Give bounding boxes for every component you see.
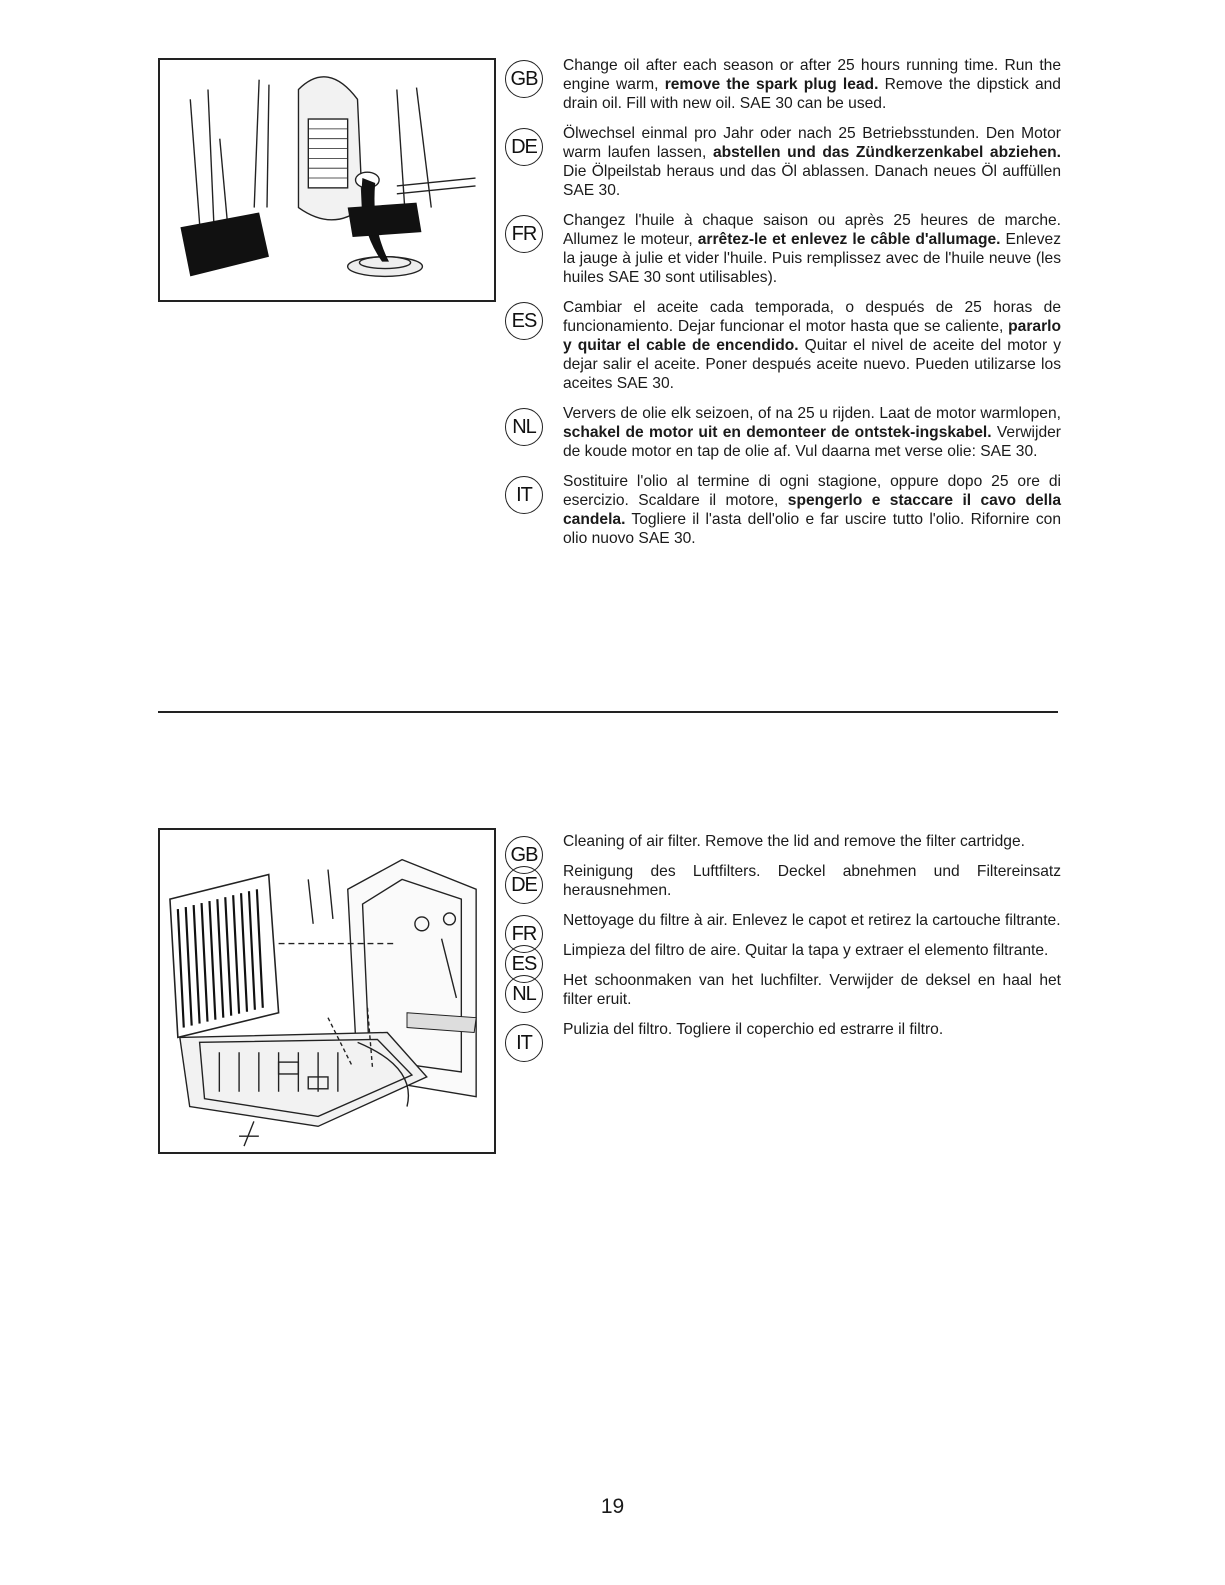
instruction-segment: Changez l'huile à chaque saison ou après 25 heures de marche. Allumez le moteur, xyxy=(563,212,1061,248)
language-badge: NL xyxy=(505,975,543,1013)
instruction-segment: Die Ölpeilstab heraus und das Öl ablassen. Danach neues Öl auffüllen SAE 30. xyxy=(563,163,1061,199)
instruction-segment: Quitar el nivel de aceite del motor y dejar salir el aceite. Poner después aceite nuevo. Pueden utilizarse los aceites SAE 30. xyxy=(563,337,1061,392)
instruction-emphasis: spengerlo e staccare il cavo della candela. xyxy=(563,492,1061,528)
page-number: 19 xyxy=(600,1495,625,1518)
instruction-text xyxy=(563,911,1061,930)
instruction-entry xyxy=(505,211,1061,287)
instruction-segment: Nettoyage du filtre à air. Enlevez le capot et retirez la cartouche filtrante. xyxy=(563,912,1061,929)
instruction-segment: Change oil after each season or after 25 hours running time. Run the engine warm, xyxy=(563,57,1061,93)
instruction-text xyxy=(563,298,1061,393)
instruction-text xyxy=(563,1020,1061,1039)
instruction-emphasis: schakel de motor uit en demonteer de ontstek-ingskabel. xyxy=(563,424,992,441)
language-badge: FR xyxy=(505,215,543,253)
instruction-entry xyxy=(505,832,1061,866)
instruction-segment: Ölwechsel einmal pro Jahr oder nach 25 Betriebsstunden. Den Motor warm laufen lassen, xyxy=(563,125,1061,161)
air-filter-instructions xyxy=(505,832,1061,1054)
instruction-segment: Reinigung des Luftfilters. Deckel abnehmen und Filtereinsatz herausnehmen. xyxy=(563,863,1061,899)
instruction-entry xyxy=(505,862,1061,900)
language-badge: ES xyxy=(505,302,543,340)
instruction-segment: Cleaning of air filter. Remove the lid and remove the filter cartridge. xyxy=(563,833,1025,850)
instruction-text xyxy=(563,862,1061,900)
instruction-text xyxy=(563,211,1061,287)
language-badge: IT xyxy=(505,1024,543,1062)
instruction-segment: Pulizia del filtro. Togliere il coperchio ed estrarre il filtro. xyxy=(563,1021,944,1038)
instruction-entry xyxy=(505,472,1061,548)
instruction-entry xyxy=(505,56,1061,113)
instruction-entry xyxy=(505,941,1061,975)
instruction-text xyxy=(563,971,1061,1009)
instruction-segment: Verwijder de koude motor en tap de olie af. Vul daarna met verse olie: SAE 30. xyxy=(563,424,1062,460)
instruction-emphasis: arrêtez-le et enlevez le câble d'allumage. xyxy=(697,231,1001,248)
instruction-segment: Enlevez la jauge à julie et vider l'huile. Puis remplissez avec de l'huile neuve (les huiles SAE 30 sont utilisables). xyxy=(563,231,1061,286)
instruction-text xyxy=(563,404,1061,461)
instruction-segment: Ververs de olie elk seizoen, of na 25 u rijden. Laat de motor warmlopen, xyxy=(563,405,1061,422)
language-badge: GB xyxy=(505,60,543,98)
instruction-entry xyxy=(505,911,1061,945)
instruction-text xyxy=(563,941,1061,960)
instruction-entry xyxy=(505,298,1061,393)
instruction-segment: Het schoonmaken van het luchfilter. Verwijder de deksel en haal het filter eruit. xyxy=(563,972,1061,1008)
instruction-text xyxy=(563,832,1061,851)
instruction-emphasis: abstellen und das Zündkerzenkabel abziehen. xyxy=(712,144,1061,161)
language-badge: GB xyxy=(505,836,543,874)
oil-change-illustration xyxy=(158,58,496,302)
instruction-entry xyxy=(505,1020,1061,1054)
instruction-text xyxy=(563,56,1061,113)
instruction-segment: Togliere il l'asta dell'olio e far uscire tutto l'olio. Rifornire con olio nuovo SAE 30. xyxy=(563,511,1061,547)
section-divider xyxy=(158,711,1058,713)
language-badge: DE xyxy=(505,866,543,904)
oil-change-instructions xyxy=(505,56,1061,548)
language-badge: DE xyxy=(505,128,543,166)
language-badge: IT xyxy=(505,476,543,514)
instruction-entry xyxy=(505,404,1061,461)
instruction-segment: Limpieza del filtro de aire. Quitar la tapa y extraer el elemento filtrante. xyxy=(563,942,1049,959)
instruction-emphasis: remove the spark plug lead. xyxy=(664,76,879,93)
language-badge: NL xyxy=(505,408,543,446)
language-badge: FR xyxy=(505,915,543,953)
language-badge: ES xyxy=(505,945,543,983)
instruction-entry xyxy=(505,124,1061,200)
air-filter-illustration xyxy=(158,828,496,1154)
instruction-text xyxy=(563,124,1061,200)
instruction-segment: Sostituire l'olio al termine di ogni stagione, oppure dopo 25 ore di esercizio. Scaldare il motore, xyxy=(563,473,1061,509)
instruction-text xyxy=(563,472,1061,548)
instruction-entry xyxy=(505,971,1061,1009)
instruction-segment: Remove the dipstick and drain oil. Fill with new oil. SAE 30 can be used. xyxy=(563,76,1061,112)
instruction-segment: Cambiar el aceite cada temporada, o después de 25 horas de funcionamiento. Dejar funcionar el motor hasta que se caliente, xyxy=(563,299,1061,335)
instruction-emphasis: pararlo y quitar el cable de encendido. xyxy=(563,318,1061,354)
